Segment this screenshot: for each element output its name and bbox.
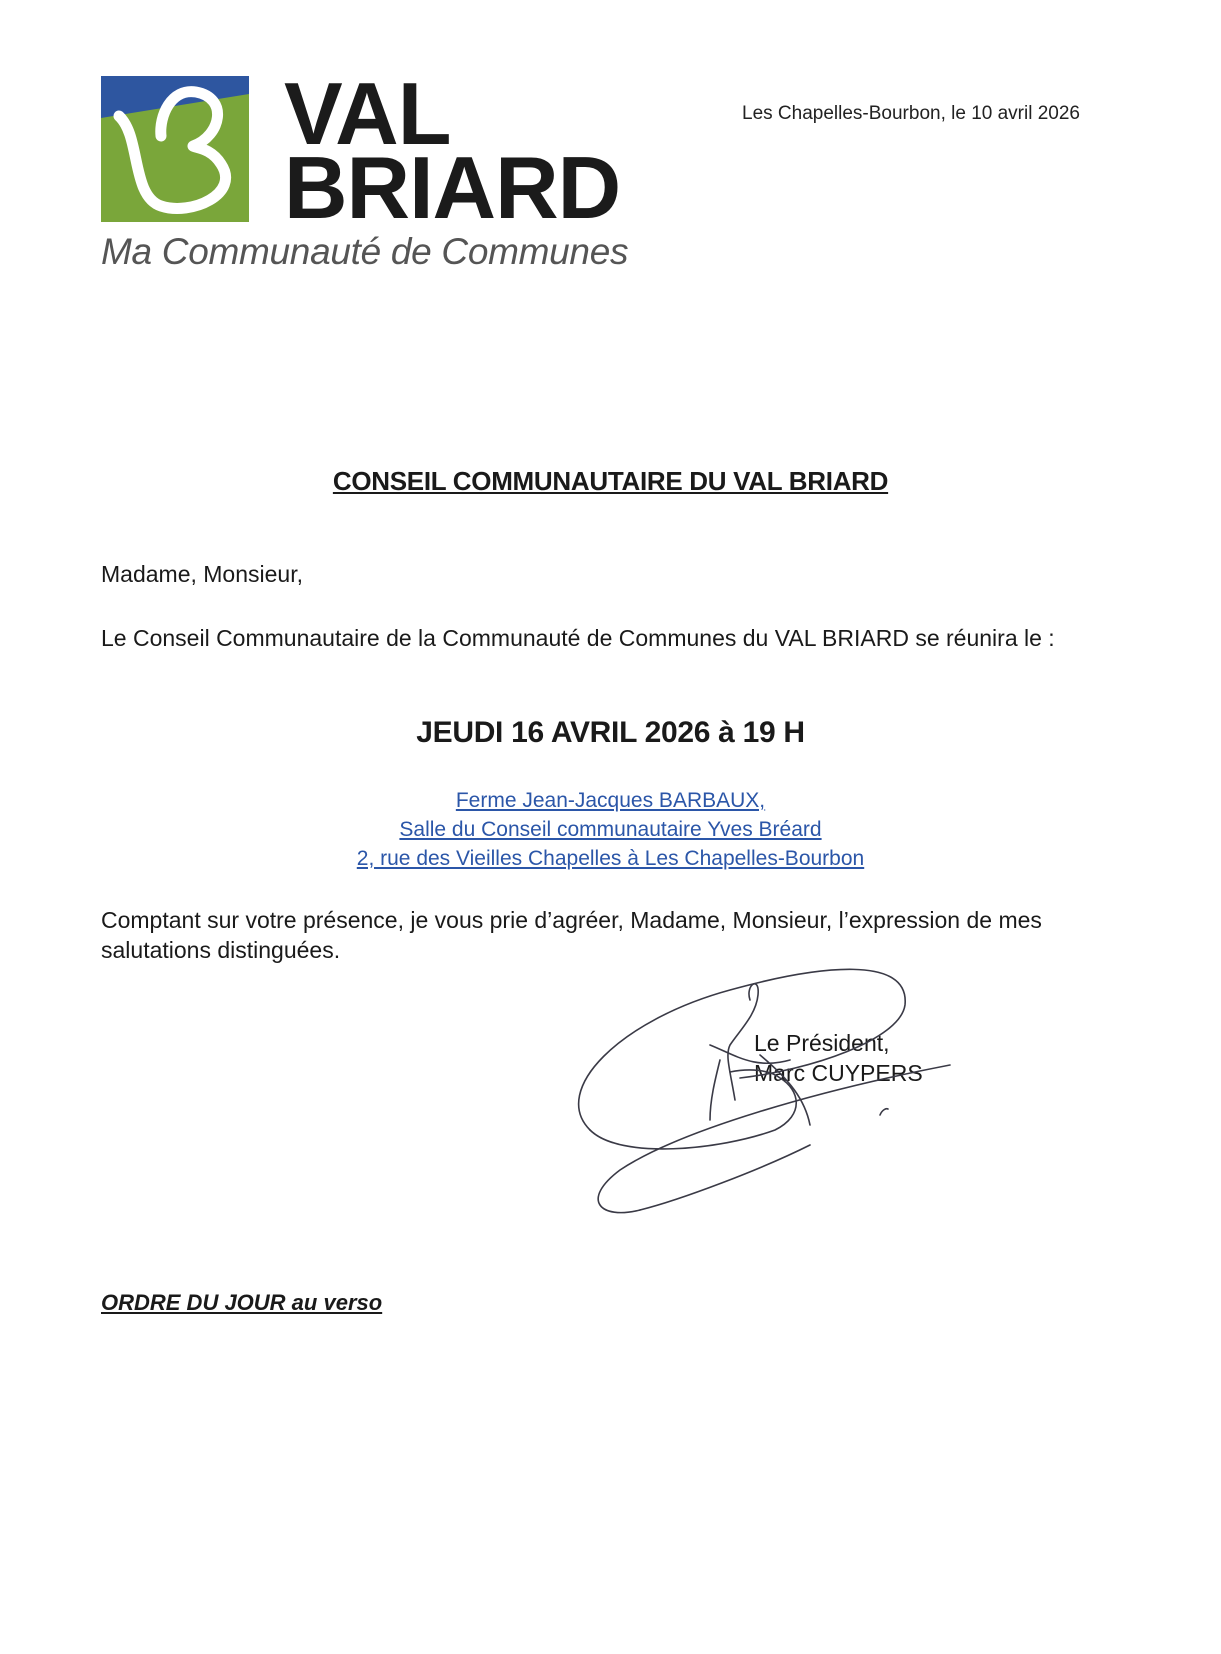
- meeting-date: JEUDI 16 AVRIL 2026 à 19 H: [416, 716, 805, 749]
- signatory-title: Le Président,: [754, 1030, 890, 1056]
- address-line: Salle du Conseil communautaire Yves Bréard: [399, 818, 822, 841]
- logo-mark-icon: [101, 76, 249, 222]
- logo-word-briard: BRIARD: [284, 138, 621, 237]
- handwritten-signature: [560, 960, 990, 1260]
- closing-paragraph: Comptant sur votre présence, je vous prie d’agréer, Madame, Monsieur, l’expression de mes salutations distinguées.: [101, 907, 1042, 963]
- meeting-address: [0, 786, 1221, 873]
- val-briard-logo: [101, 64, 641, 281]
- agenda-note: ORDRE DU JOUR au verso: [101, 1290, 383, 1315]
- signatory-name: Marc CUYPERS: [754, 1060, 923, 1086]
- logo-tagline: Ma Communauté de Communes: [101, 231, 629, 272]
- logo-word-val: VAL: [284, 64, 451, 163]
- dateline: Les Chapelles-Bourbon, le 10 avril 2026: [742, 103, 1080, 124]
- address-line: Ferme Jean-Jacques BARBAUX,: [455, 789, 766, 812]
- address-line: 2, rue des Vieilles Chapelles à Les Chapelles-Bourbon: [356, 847, 865, 870]
- intro-paragraph: Le Conseil Communautaire de la Communauté de Communes du VAL BRIARD se réunira le :: [101, 625, 1055, 651]
- letter-title: CONSEIL COMMUNAUTAIRE DU VAL BRIARD: [332, 466, 889, 496]
- salutation: Madame, Monsieur,: [101, 561, 303, 587]
